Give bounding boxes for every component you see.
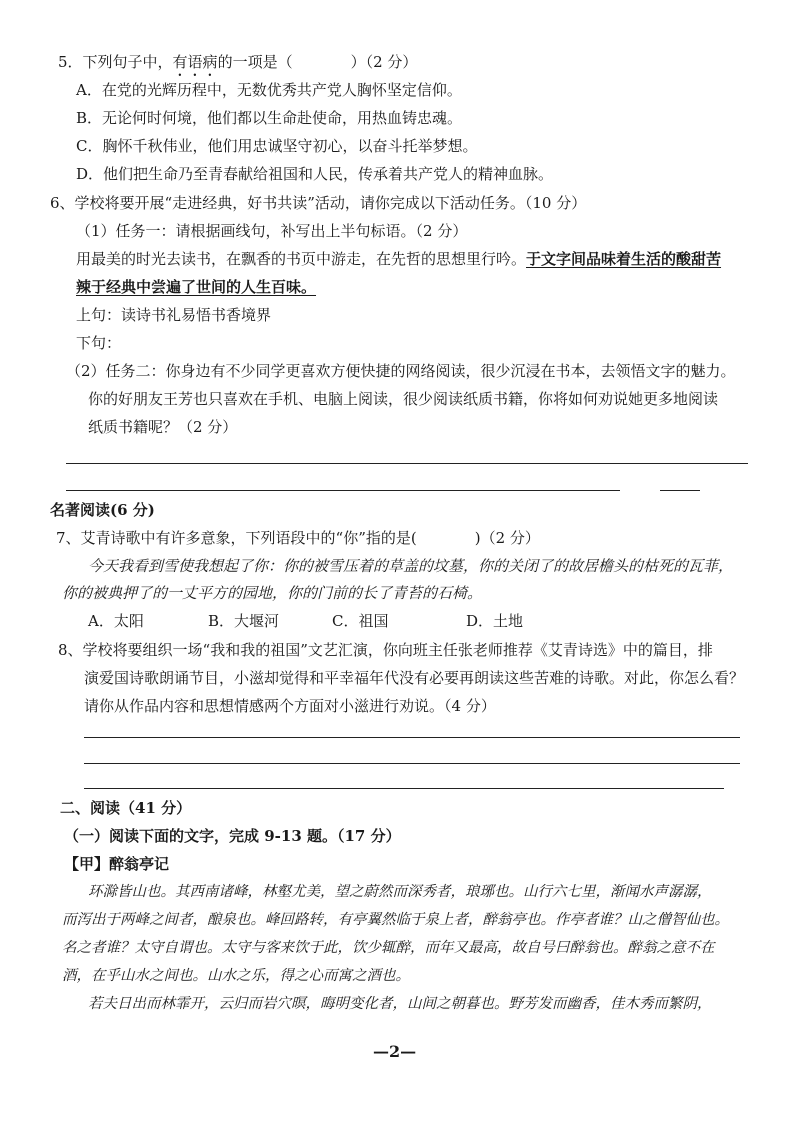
- classical-line-1: 环滁皆山也。其西南诸峰，林壑尤美，望之蔚然而深秀者，琅琊也。山行六七里，渐闻水声潺潺，: [88, 884, 712, 900]
- q5-option-c[interactable]: C．胸怀千秋伟业，他们用忠诚坚守初心，以奋斗托举梦想。: [76, 137, 478, 155]
- classical-line-2: 而泻出于两峰之间者，酿泉也。峰回路转，有亭翼然临于泉上者，醉翁亭也。作亭者谁？山之僧智仙也。: [62, 912, 729, 928]
- q6-stem: 6、学校将要开展“走进经典，好书共读”活动，请你完成以下活动任务。（10 分）: [50, 194, 587, 212]
- q7-passage-line1: 今天我看到雪使我想起了你：你的被雪压着的草盖的坟墓，你的关闭了的故居檐头的枯死的瓦菲，: [88, 557, 734, 575]
- q8-answer-line-2[interactable]: [84, 763, 740, 764]
- q5-stem-part2: 的一项是（: [217, 53, 293, 71]
- q8-line3: 请你从作品内容和思想情感两个方面对小滋进行劝说。（4 分）: [84, 697, 496, 715]
- q7-option-a[interactable]: A．太阳: [88, 612, 144, 630]
- q6-answer-line-2[interactable]: [66, 490, 620, 491]
- q6-task2-line2: 你的好朋友王芳也只喜欢在手机、电脑上阅读，很少阅读纸质书籍，你将如何劝说她更多地阅读: [88, 390, 719, 408]
- q7-option-b[interactable]: B．大堰河: [208, 612, 280, 630]
- section-heading-mingzhu: 名著阅读(6 分): [50, 501, 155, 519]
- q5-option-d[interactable]: D．他们把生命乃至青春献给祖国和人民，传承着共产党人的精神血脉。: [76, 165, 554, 183]
- q6-passage-line1: [76, 249, 721, 269]
- part1-instruction: （一）阅读下面的文字，完成 9-13 题。（17 分）: [64, 827, 401, 845]
- q7-option-c[interactable]: C．祖国: [332, 612, 389, 630]
- q6-upper-line: 上句：读诗书礼易悟书香境界: [76, 306, 272, 324]
- q5-stem-part1: 5．下列句子中，: [58, 53, 173, 71]
- classical-line-4: 酒，在乎山水之间也。山水之乐，得之心而寓之酒也。: [62, 968, 410, 984]
- q7-passage-line2: 你的被典押了的一丈平方的园地，你的门前的长了青苔的石椅。: [62, 584, 483, 602]
- q8-line2: 演爱国诗歌朗诵节目，小滋却觉得和平幸福年代没有必要再朗读这些苦难的诗歌。对此，你怎么看？: [84, 669, 745, 687]
- classical-line-3: 名之者谁？太守自谓也。太守与客来饮于此，饮少辄醉，而年又最高，故自号曰醉翁也。醉翁之意不在: [62, 940, 715, 956]
- text-jia-title: 【甲】醉翁亭记: [64, 855, 170, 873]
- q6-answer-line-3[interactable]: [660, 490, 700, 491]
- q5-option-a[interactable]: A．在党的光辉历程中，无数优秀共产党人胸怀坚定信仰。: [76, 81, 462, 99]
- q6-passage-underlined-1: 于文字间品味着生活的酸甜苦: [526, 250, 722, 268]
- q5-stem-emphasis: 有语病: [172, 53, 218, 71]
- q6-task2-line1: （2）任务二：你身边有不少同学更喜欢方便快捷的网络阅读，很少沉浸在书本，去领悟文字的魅力。: [66, 362, 736, 380]
- q6-task2-line3: 纸质书籍呢？（2 分）: [88, 418, 238, 436]
- q6-lower-line: 下句：: [76, 334, 122, 352]
- q7-stem-part1: 7、艾青诗歌中有许多意象，下列语段中的“你”指的是(: [56, 529, 417, 547]
- q5-stem-part3: ）（2 分）: [350, 53, 418, 71]
- q5-option-b[interactable]: B．无论何时何境，他们都以生命赴使命，用热血铸忠魂。: [76, 109, 463, 127]
- q6-answer-line-1[interactable]: [66, 463, 748, 464]
- q6-passage-plain: 用最美的时光去读书，在飘香的书页中游走，在先哲的思想里行吟。: [76, 250, 527, 268]
- q6-passage-underlined-2: 辣于经典中尝遍了世间的人生百味。: [76, 278, 317, 296]
- q8-line1: 8、学校将要组织一场“我和我的祖国”文艺汇演，你向班主任张老师推荐《艾青诗选》中的篇目，排: [58, 641, 713, 659]
- q7-stem: [56, 528, 540, 548]
- q7-option-d[interactable]: D．土地: [466, 612, 524, 630]
- page-number: —2—: [373, 1042, 417, 1061]
- classical-line-5: 若夫日出而林霏开，云归而岩穴暝，晦明变化者，山间之朝暮也。野芳发而幽香，佳木秀而繁阴，: [88, 996, 712, 1012]
- q5-stem: [58, 52, 417, 80]
- section-heading-reading: 二、阅读（41 分）: [60, 799, 192, 817]
- q8-answer-line-3[interactable]: [84, 788, 724, 789]
- q6-task1: （1）任务一：请根据画线句，补写出上半句标语。（2 分）: [76, 222, 468, 240]
- q7-stem-part2: )（2 分）: [474, 529, 540, 547]
- q8-answer-line-1[interactable]: [84, 737, 740, 738]
